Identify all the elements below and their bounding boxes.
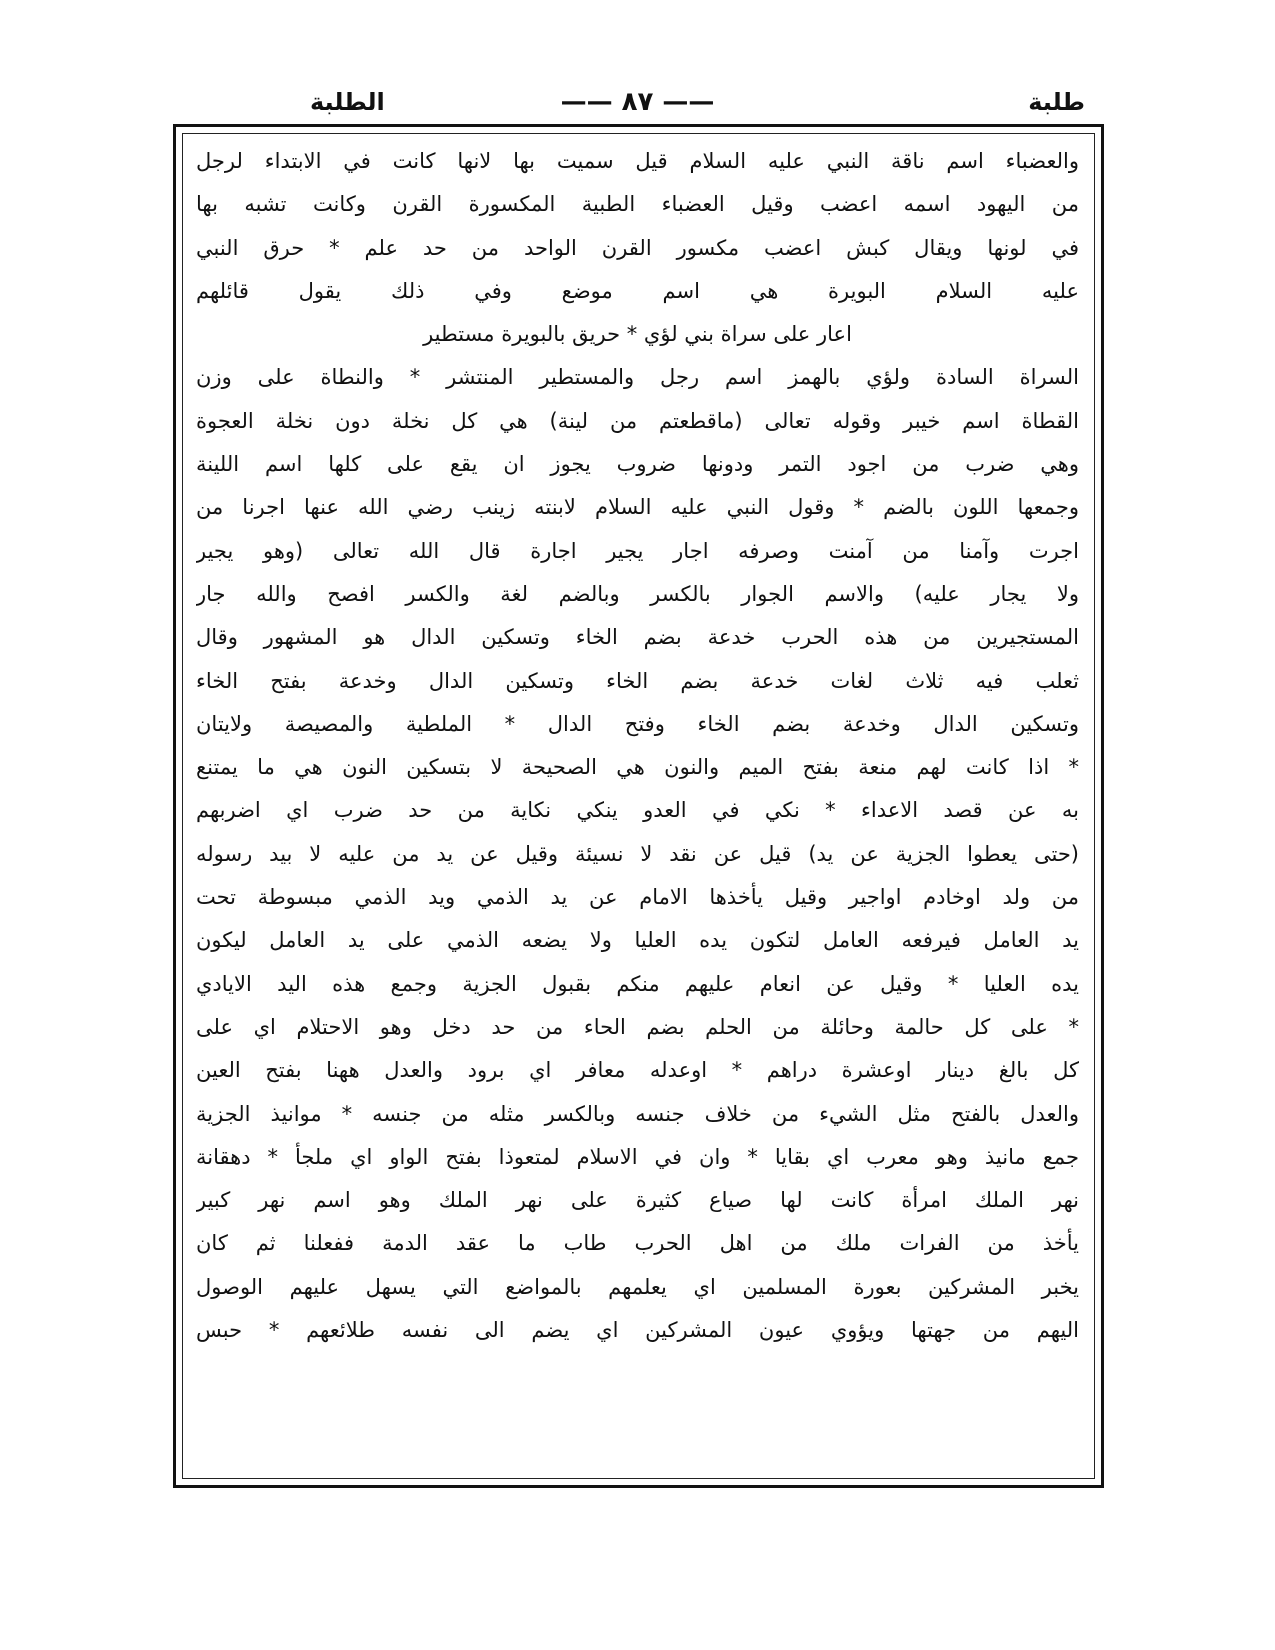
text-line: يخبر المشركين بعورة المسلمين اي يعلمهم بالمواضع التي يسهل عليهم الوصول: [196, 1274, 1079, 1299]
text-line: في لونها ويقال كبش اعضب مكسور القرن الواحد من حد علم * حرق النبي: [196, 235, 1079, 260]
text-line: ولا يجار عليه) والاسم الجوار بالكسر وبالضم لغة والكسر افصح والله جار: [196, 581, 1079, 606]
page-header: [170, 82, 1105, 122]
text-line: من ولد اوخادم اواجير وقيل يأخذها الامام عن يد الذمي ويد الذمي مبسوطة تحت: [196, 885, 1079, 910]
text-line: عليه السلام البويرة هي اسم موضع وفي ذلك يقول قائلهم: [196, 278, 1079, 303]
text-line: * على كل حالمة وحائلة من الحلم بضم الحاء من حد دخل وهو الاحتلام اي على: [196, 1014, 1079, 1039]
text-line: وهي ضرب من اجود التمر ودونها ضروب يجوز ان يقع على كلها اسم اللينة: [196, 452, 1079, 477]
header-left-word: الطلبة: [310, 88, 385, 116]
body-text: [196, 140, 1079, 1352]
text-line: (حتى يعطوا الجزية عن يد) قيل عن نقد لا نسيئة وقيل عن يد من عليه لا بيد رسوله: [196, 841, 1079, 866]
text-line: القطاة اسم خيبر وقوله تعالى (ماقطعتم من لينة) هي كل نخلة دون نخلة العجوة: [196, 408, 1079, 433]
text-line: المستجيرين من هذه الحرب خدعة بضم الخاء وتسكين الدال هو المشهور وقال: [196, 625, 1079, 650]
text-line: السراة السادة ولؤي بالهمز اسم رجل والمستطير المنتشر * والنطاة على وزن: [196, 365, 1079, 390]
text-line: من اليهود اسمه اعضب وقيل العضباء الطبية المكسورة القرن وكانت تشبه بها: [196, 192, 1079, 217]
text-line: * اذا كانت لهم منعة بفتح الميم والنون هي الصحيحة لا بتسكين النون هي ما يمتنع: [196, 755, 1079, 780]
header-right-word: طلبة: [1028, 88, 1085, 116]
text-line: اجرت وآمنا من آمنت وصرفه اجار يجير اجارة قال الله تعالى (وهو يجير: [196, 538, 1079, 563]
text-line: وجمعها اللون بالضم * وقول النبي عليه السلام لابنته زينب رضي الله عنها اجرنا من: [196, 495, 1079, 520]
text-line: يأخذ من الفرات ملك من اهل الحرب طاب ما عقد الدمة ففعلنا ثم كان: [196, 1231, 1079, 1256]
text-line: اليهم من جهتها ويؤوي عيون المشركين اي يضم الى نفسه طلائعهم * حبس: [196, 1318, 1079, 1343]
text-line: به عن قصد الاعداء * نكي في العدو ينكي نكاية من حد ضرب اي اضربهم: [196, 798, 1079, 823]
text-line: وتسكين الدال وخدعة بضم الخاء وفتح الدال * الملطية والمصيصة ولايتان: [196, 711, 1079, 736]
text-line: ثعلب فيه ثلاث لغات خدعة بضم الخاء وتسكين الدال وخدعة بفتح الخاء: [196, 668, 1079, 693]
text-line: يده العليا * وقيل عن انعام عليهم منكم بقبول الجزية وجمع هذه اليد الايادي: [196, 971, 1079, 996]
text-line: جمع مانيذ وهو معرب اي بقايا * وان في الاسلام لمتعوذا بفتح الواو اي ملجأ * دهقانة: [196, 1144, 1079, 1169]
text-line: يد العامل فيرفعه العامل لتكون يده العليا ولا يضعه الذمي على يد العامل ليكون: [196, 928, 1079, 953]
text-line: والعضباء اسم ناقة النبي عليه السلام قيل سميت بها لانها كانت في الابتداء لرجل: [196, 149, 1079, 173]
text-line: كل بالغ دينار اوعشرة دراهم * اوعدله معافر اي برود والعدل ههنا بفتح العين: [196, 1058, 1079, 1083]
text-line: نهر الملك امرأة كانت لها صياع كثيرة على نهر الملك وهو اسم نهر كبير: [196, 1188, 1079, 1213]
page-number: —— ٨٧ ——: [560, 87, 715, 117]
verse-line: اعار على سراة بني لؤي * حريق بالبويرة مستطير: [423, 322, 852, 347]
text-line: والعدل بالفتح مثل الشيء من خلاف جنسه وبالكسر مثله من جنسه * موانيذ الجزية: [196, 1101, 1079, 1126]
